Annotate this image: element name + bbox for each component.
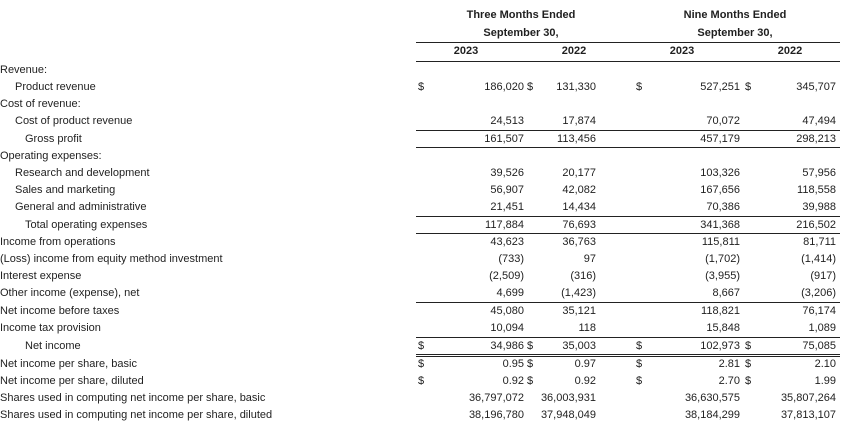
cell-value: 216,502	[796, 219, 836, 231]
cell-value	[540, 62, 596, 79]
cell-value: 298,213	[796, 133, 836, 145]
currency-symbol: $	[418, 358, 425, 370]
cell-value: (1,423)	[561, 287, 596, 299]
header-three-months-line1: Three Months Ended	[466, 9, 576, 21]
cell-value: 0.95	[502, 358, 524, 370]
cell-value: 34,986	[490, 340, 524, 352]
cell-value: 457,179	[700, 133, 740, 145]
currency-symbol: $	[527, 340, 534, 352]
cell-value: (3,955)	[705, 270, 740, 282]
cell-value: 35,121	[562, 305, 596, 317]
cell-value: 37,948,049	[540, 409, 596, 421]
table-row	[0, 251, 843, 268]
cell-value: (917)	[810, 270, 836, 282]
cell-value: 37,813,107	[780, 409, 836, 421]
cell-value: 14,434	[562, 201, 596, 213]
table-row	[0, 390, 843, 407]
cell-value: 1.99	[814, 375, 836, 387]
cell-value: 17,874	[562, 115, 596, 127]
cell-value	[756, 148, 836, 165]
cell-value: 345,707	[796, 81, 836, 93]
row-label: Gross profit	[25, 133, 82, 145]
row-label: Total operating expenses	[25, 219, 148, 231]
row-label: Net income before taxes	[0, 305, 120, 317]
cell-value	[540, 96, 596, 113]
row-label: Sales and marketing	[15, 184, 116, 196]
cell-value: 2.70	[718, 375, 740, 387]
rule-above-total-opex	[416, 216, 840, 217]
cell-value: 102,973	[700, 340, 740, 352]
table-row	[0, 373, 843, 390]
row-label: Research and development	[15, 167, 150, 179]
cell-value: 118,821	[701, 305, 740, 317]
table-row	[0, 131, 843, 148]
table-row	[0, 165, 843, 182]
rule-above-net-income-before-taxes	[416, 302, 840, 303]
row-label: Income tax provision	[0, 322, 101, 334]
row-label: General and administrative	[15, 201, 147, 213]
cell-value: 81,711	[803, 236, 836, 248]
table-row	[0, 182, 843, 199]
cell-value	[432, 62, 524, 79]
cell-value: (316)	[570, 270, 596, 282]
cell-value: 56,907	[490, 184, 524, 196]
cell-value: 97	[583, 253, 596, 265]
cell-value: 341,368	[700, 219, 740, 231]
cell-value: 10,094	[490, 322, 524, 334]
table-row	[0, 303, 843, 320]
currency-symbol: $	[527, 81, 534, 93]
cell-value: 0.92	[502, 375, 524, 387]
row-label: Interest expense	[0, 270, 82, 282]
table-row	[0, 148, 843, 165]
table-row	[0, 217, 843, 234]
cell-value: 4,699	[496, 287, 524, 299]
cell-value: 15,848	[706, 322, 740, 334]
row-label: (Loss) income from equity method investment	[0, 253, 223, 265]
cell-value: (3,206)	[801, 287, 836, 299]
table-row	[0, 407, 843, 424]
row-label: Revenue:	[0, 64, 48, 76]
row-label: Income from operations	[0, 236, 116, 248]
cell-value: (2,509)	[489, 270, 524, 282]
table-row	[0, 285, 843, 302]
table-row	[0, 113, 843, 130]
table-row	[0, 320, 843, 337]
cell-value	[432, 148, 524, 165]
currency-symbol: $	[418, 340, 425, 352]
table-row	[0, 62, 843, 79]
cell-value: 2.10	[814, 358, 836, 370]
cell-value: 36,763	[562, 236, 596, 248]
year-header: 2023	[669, 45, 695, 57]
cell-value: 35,807,264	[780, 392, 836, 404]
cell-value	[756, 62, 836, 79]
rule-below-total-opex	[416, 233, 840, 234]
table-row	[0, 338, 843, 355]
cell-value: (1,702)	[705, 253, 740, 265]
cell-value	[540, 148, 596, 165]
table-row	[0, 96, 843, 113]
cell-value: 527,251	[700, 81, 740, 93]
row-label: Cost of product revenue	[15, 115, 133, 127]
year-header: 2022	[561, 45, 587, 57]
rule-below-net-income-double	[416, 356, 840, 357]
cell-value: 0.97	[574, 358, 596, 370]
cell-value: 167,656	[700, 184, 740, 196]
cell-value: 186,020	[484, 81, 524, 93]
row-label: Cost of revenue:	[0, 98, 81, 110]
cell-value: 45,080	[490, 305, 524, 317]
cell-value: 118	[578, 322, 596, 334]
table-row	[0, 356, 843, 373]
currency-symbol: $	[636, 375, 643, 387]
table-row	[0, 79, 843, 96]
cell-value: (1,414)	[801, 253, 836, 265]
rule-below-gross-profit	[416, 147, 840, 148]
table-row	[0, 199, 843, 216]
rule-below-net-income	[416, 354, 840, 355]
cell-value: 21,451	[490, 201, 524, 213]
cell-value	[756, 96, 836, 113]
table-row	[0, 268, 843, 285]
cell-value: 57,956	[802, 167, 836, 179]
header-three-months-line2: September 30,	[483, 27, 559, 39]
currency-symbol: $	[636, 340, 643, 352]
cell-value: 43,623	[490, 236, 524, 248]
table-row	[0, 234, 843, 251]
cell-value: 36,630,575	[684, 392, 740, 404]
currency-symbol: $	[745, 81, 752, 93]
row-label: Net income per share, basic	[0, 358, 137, 370]
row-label: Shares used in computing net income per share, diluted	[0, 409, 273, 421]
cell-value: 2.81	[718, 358, 740, 370]
cell-value: 76,174	[802, 305, 836, 317]
rule-above-net-income	[416, 337, 840, 338]
header-nine-months-line1: Nine Months Ended	[683, 9, 787, 21]
cell-value	[648, 148, 740, 165]
cell-value: 20,177	[562, 167, 596, 179]
row-label: Net income per share, diluted	[0, 375, 144, 387]
row-label: Other income (expense), net	[0, 287, 140, 299]
cell-value	[648, 96, 740, 113]
currency-symbol: $	[418, 81, 425, 93]
cell-value: 35,003	[562, 340, 596, 352]
cell-value: 42,082	[562, 184, 596, 196]
cell-value: 24,513	[490, 115, 524, 127]
currency-symbol: $	[745, 375, 752, 387]
cell-value: 117,884	[485, 219, 524, 231]
cell-value: 1,089	[808, 322, 836, 334]
currency-symbol: $	[636, 358, 643, 370]
cell-value: 115,811	[701, 236, 740, 248]
cell-value: 39,988	[802, 201, 836, 213]
cell-value: (733)	[498, 253, 524, 265]
year-header: 2023	[453, 45, 479, 57]
cell-value: 8,667	[712, 287, 740, 299]
cell-value: 113,456	[557, 133, 596, 145]
header-nine-months-line2: September 30,	[697, 27, 773, 39]
currency-symbol: $	[527, 358, 534, 370]
currency-symbol: $	[418, 375, 425, 387]
cell-value: 70,072	[706, 115, 740, 127]
year-header: 2022	[777, 45, 803, 57]
row-label: Operating expenses:	[0, 150, 102, 162]
cell-value: 75,085	[802, 340, 836, 352]
row-label: Product revenue	[15, 81, 96, 93]
cell-value: 76,693	[562, 219, 596, 231]
cell-value: 36,797,072	[468, 392, 524, 404]
cell-value: 161,507	[484, 133, 524, 145]
cell-value: 38,196,780	[468, 409, 524, 421]
cell-value: 39,526	[490, 167, 524, 179]
cell-value: 47,494	[802, 115, 836, 127]
row-label: Net income	[25, 340, 81, 352]
rule-above-gross-profit	[416, 130, 840, 131]
header-divider	[416, 42, 840, 43]
row-label: Shares used in computing net income per share, basic	[0, 392, 266, 404]
currency-symbol: $	[636, 81, 643, 93]
cell-value: 36,003,931	[540, 392, 596, 404]
cell-value: 131,330	[556, 81, 596, 93]
cell-value: 0.92	[574, 375, 596, 387]
currency-symbol: $	[745, 358, 752, 370]
cell-value: 103,326	[700, 167, 740, 179]
currency-symbol: $	[527, 375, 534, 387]
cell-value: 38,184,299	[684, 409, 740, 421]
currency-symbol: $	[745, 340, 752, 352]
cell-value: 118,558	[797, 184, 836, 196]
cell-value	[648, 62, 740, 79]
cell-value	[432, 96, 524, 113]
cell-value: 70,386	[706, 201, 740, 213]
